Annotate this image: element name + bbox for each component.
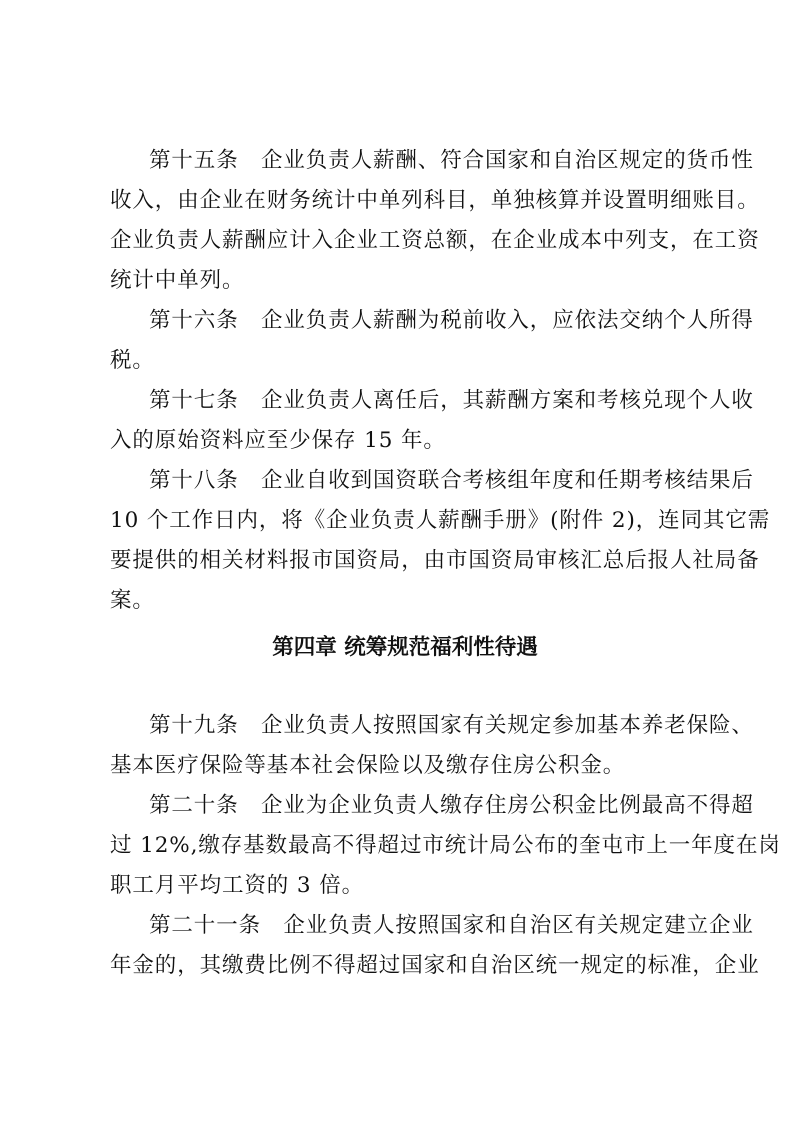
article-15-line-3: 企业负责人薪酬应计入企业工资总额，在企业成本中列支，在工资 [110, 228, 760, 253]
chapter-title: 第四章 统筹规范福利性待遇 [272, 635, 538, 660]
article-20-line-1: 第二十条 企业为企业负责人缴存住房公积金比例最高不得超 [149, 793, 754, 818]
article-16-line-1: 第十六条 企业负责人薪酬为税前收入，应依法交纳个人所得 [149, 308, 754, 333]
article-21-line-1: 第二十一条 企业负责人按照国家和自治区有关规定建立企业 [149, 913, 754, 938]
article-20-line-3: 职工月平均工资的 3 倍。 [110, 873, 365, 898]
article-19-line-1: 第十九条 企业负责人按照国家有关规定参加基本养老保险、 [149, 713, 754, 738]
article-17-line-2: 入的原始资料应至少保存 15 年。 [110, 428, 446, 453]
article-21-line-2: 年金的，其缴费比例不得超过国家和自治区统一规定的标准，企业 [110, 953, 760, 978]
article-17-line-1: 第十七条 企业负责人离任后，其薪酬方案和考核兑现个人收 [149, 388, 754, 413]
article-18-line-1: 第十八条 企业自收到国资联合考核组年度和任期考核结果后 [149, 468, 754, 493]
article-15-line-2: 收入，由企业在财务统计中单列科目，单独核算并设置明细账目。 [110, 188, 760, 213]
article-15-line-4: 统计中单列。 [110, 268, 245, 293]
article-16-line-2: 税。 [110, 348, 155, 373]
article-20-line-2: 过 12%,缴存基数最高不得超过市统计局公布的奎屯市上一年度在岗 [110, 833, 781, 858]
article-18-line-3: 要提供的相关材料报市国资局，由市国资局审核汇总后报人社局备 [110, 548, 760, 573]
article-15-line-1: 第十五条 企业负责人薪酬、符合国家和自治区规定的货币性 [149, 148, 754, 173]
article-18-line-4: 案。 [110, 588, 155, 613]
article-19-line-2: 基本医疗保险等基本社会保险以及缴存住房公积金。 [110, 753, 626, 778]
article-18-line-2: 10 个工作日内，将《企业负责人薪酬手册》(附件 2)，连同其它需 [110, 508, 771, 533]
